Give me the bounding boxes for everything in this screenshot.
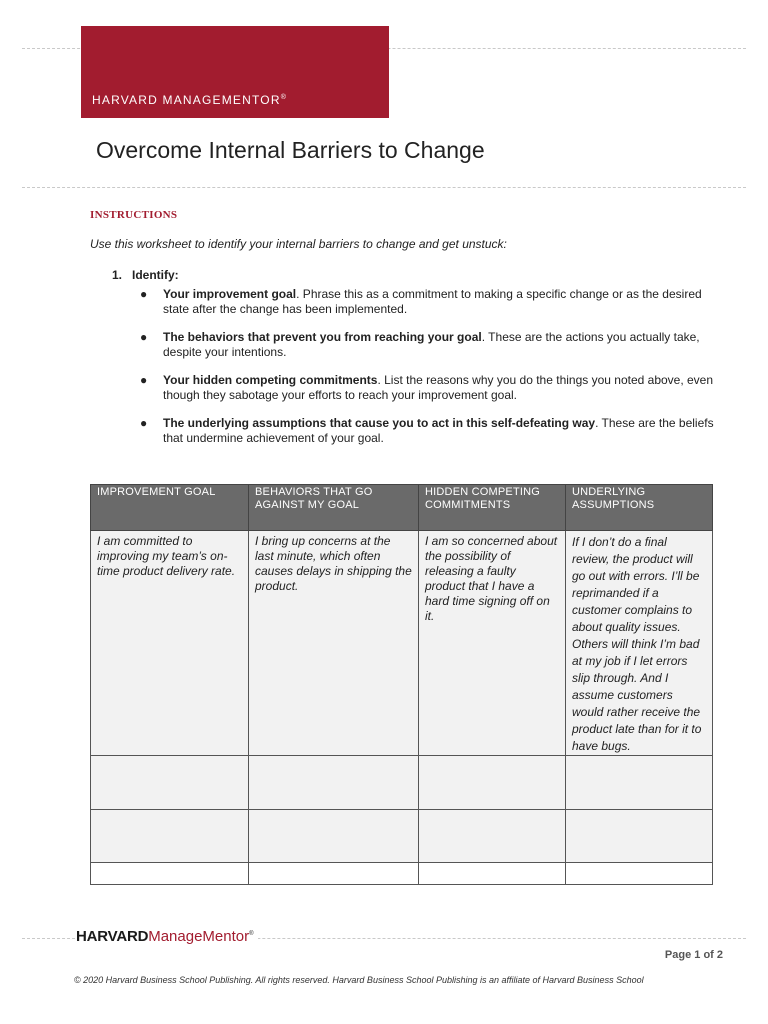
cell-blank-goal[interactable] — [91, 810, 249, 863]
worksheet-table — [90, 484, 713, 885]
cell-blank-commitments[interactable] — [419, 810, 566, 863]
cell-example-commitments: I am so concerned about the possibility of releasing a faulty product that I have a hard time signing off on it. — [419, 531, 566, 756]
page-title: Overcome Internal Barriers to Change — [96, 137, 485, 163]
cell-blank-behaviors[interactable] — [249, 756, 419, 810]
bullet-behaviors: ● The behaviors that prevent you from reaching your goal. These are the actions you actually take, despite your intentions. — [140, 330, 700, 359]
table-row-blank — [91, 756, 713, 810]
table-row-blank — [91, 863, 713, 885]
cell-blank-assumptions[interactable] — [566, 756, 713, 810]
cell-blank-assumptions[interactable] — [566, 863, 713, 885]
header-improvement-goal: IMPROVEMENT GOAL — [91, 485, 249, 531]
identify-bullet-list — [140, 287, 715, 459]
cell-example-assumptions: If I don’t do a final review, the product will go out with errors. I’ll be reprimanded if a customer complains to about quality issues. Others will think I’m bad at my job if I let errors slip through. And I assume customers would rather receive the product late than for it to have bugs. — [566, 531, 713, 756]
cell-blank-commitments[interactable] — [419, 756, 566, 810]
title-dotted-rule — [22, 187, 746, 188]
instructions-heading: INSTRUCTIONS — [90, 209, 178, 221]
bullet-underlying-assumptions: ● The underlying assumptions that cause you to act in this self-defeating way. These are the beliefs that undermine achievement of your goal. — [140, 416, 714, 445]
step-identify-label: 1. Identify: — [112, 268, 179, 282]
bullet-competing-commitments: ● Your hidden competing commitments. List the reasons why you do the things you noted above, even though they sabotage your efforts to reach your improvement goal. — [140, 373, 714, 402]
cell-blank-commitments[interactable] — [419, 863, 566, 885]
bullet-dot-icon: ● — [140, 373, 148, 387]
cell-example-goal: I am committed to improving my team’s on-time product delivery rate. — [91, 531, 249, 756]
table-row-blank — [91, 810, 713, 863]
cell-blank-goal[interactable] — [91, 756, 249, 810]
table-row-example — [91, 531, 713, 756]
brand-banner — [81, 26, 389, 118]
table-header-row — [91, 485, 713, 531]
header-underlying-assumptions: UNDERLYING ASSUMPTIONS — [566, 485, 713, 531]
header-behaviors: BEHAVIORS THAT GO AGAINST MY GOAL — [249, 485, 419, 531]
bullet-dot-icon: ● — [140, 416, 148, 430]
instructions-intro: Use this worksheet to identify your internal barriers to change and get unstuck: — [90, 237, 507, 251]
footer-brand-logo: HARVARDManageMentor® — [76, 928, 258, 945]
bullet-improvement-goal: ● Your improvement goal. Phrase this as a commitment to making a specific change or as the desired state after the change has been implemented. — [140, 287, 702, 316]
copyright-notice: © 2020 Harvard Business School Publishing. All rights reserved. Harvard Business School Publishing is an affiliate of Harvard Business School — [74, 975, 644, 985]
page-number: Page 1 of 2 — [664, 949, 723, 961]
cell-blank-behaviors[interactable] — [249, 863, 419, 885]
cell-blank-goal[interactable] — [91, 863, 249, 885]
header-competing-commitments: HIDDEN COMPETING COMMITMENTS — [419, 485, 566, 531]
bullet-dot-icon: ● — [140, 330, 148, 344]
cell-blank-behaviors[interactable] — [249, 810, 419, 863]
banner-brand-text: HARVARD MANAGEMENTOR® — [92, 93, 286, 107]
cell-example-behaviors: I bring up concerns at the last minute, which often causes delays in shipping the product. — [249, 531, 419, 756]
bullet-dot-icon: ● — [140, 287, 148, 301]
cell-blank-assumptions[interactable] — [566, 810, 713, 863]
